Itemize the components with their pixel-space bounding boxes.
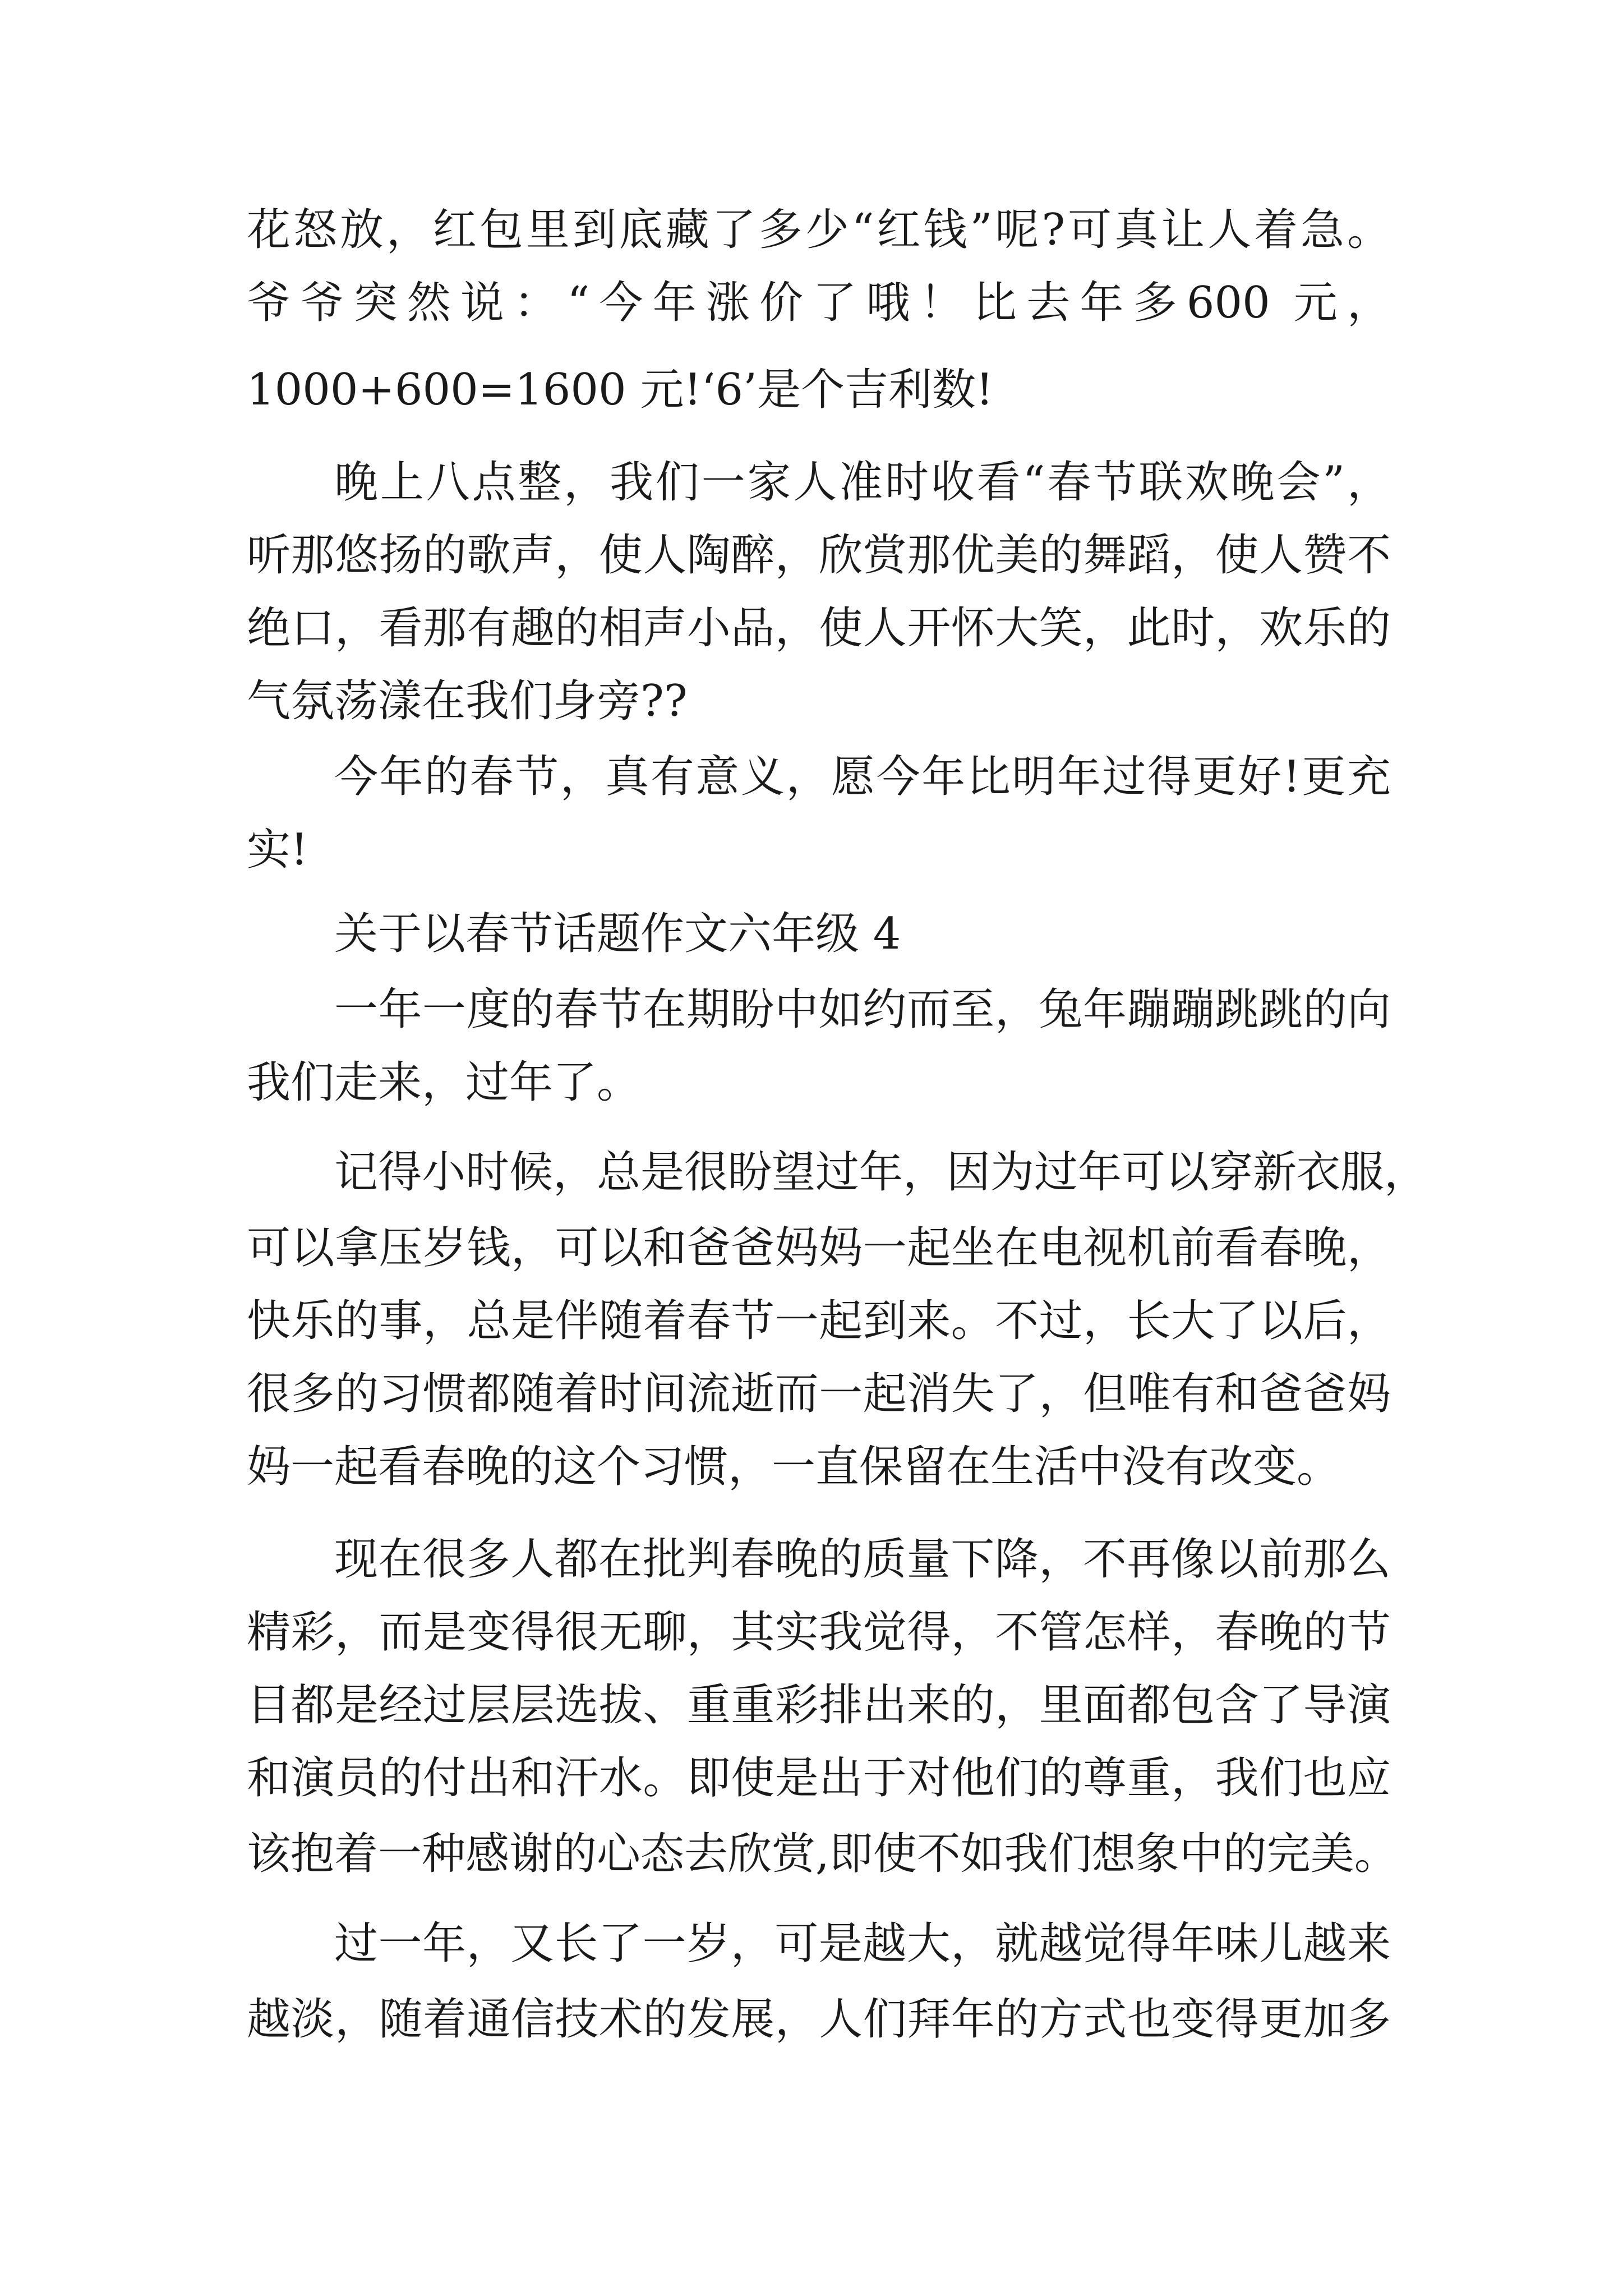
paragraph-start-line: 现在很多人都在批判春晚的质量下降，不再像以前那么 (334, 1534, 1391, 1585)
paragraph-start-line: 过一年，又长了一岁，可是越大，就越觉得年味儿越来 (334, 1918, 1391, 1969)
section-heading: 关于以春节话题作文六年级 4 (334, 909, 901, 959)
text-line-12: 我们走来，过年了。 (247, 1057, 641, 1108)
text-line-17: 妈一起看春晚的这个习惯，一直保留在生活中没有改变。 (247, 1442, 1341, 1492)
text-line-20: 目都是经过层层选拔、重重彩排出来的，里面都包含了导演 (247, 1680, 1391, 1731)
paragraph-start-line: 晚上八点整，我们一家人准时收看“春节联欢晚会”， (334, 457, 1391, 508)
text-line-22: 该抱着一种感谢的心态去欣赏,即使不如我们想象中的完美。 (247, 1829, 1398, 1879)
text-line-19: 精彩，而是变得很无聊，其实我觉得，不管怎样，春晚的节 (247, 1607, 1391, 1658)
text-line-7: 气氛荡漾在我们身旁?? (247, 676, 688, 726)
text-line-16: 很多的习惯都随着时间流逝而一起消失了，但唯有和爸爸妈 (247, 1369, 1391, 1419)
text-line-21: 和演员的付出和汗水。即使是出于对他们的尊重，我们也应 (247, 1753, 1391, 1803)
text-line-6: 绝口，看那有趣的相声小品，使人开怀大笑，此时，欢乐的 (247, 603, 1391, 654)
text-line-2: 爷爷突然说：“今年涨价了哦！比去年多600 元， (247, 278, 1391, 328)
text-line-9: 实! (247, 825, 308, 875)
paragraph-start-line: 一年一度的春节在期盼中如约而至，兔年蹦蹦跳跳的向 (334, 984, 1391, 1035)
paragraph-start-line: 今年的春节，真有意义，愿今年比明年过得更好!更充 (334, 752, 1391, 802)
text-line-24: 越淡，随着通信技术的发展，人们拜年的方式也变得更加多 (247, 1994, 1391, 2045)
text-line-1: 花怒放，红包里到底藏了多少“红钱”呢?可真让人着急。 (247, 205, 1391, 255)
text-line-5: 听那悠扬的歌声，使人陶醉，欣赏那优美的舞蹈，使人赞不 (247, 530, 1391, 581)
text-line-14: 可以拿压岁钱，可以和爸爸妈妈一起坐在电视机前看春晚， (247, 1223, 1391, 1273)
paragraph-start-line: 记得小时候，总是很盼望过年，因为过年可以穿新衣服， (334, 1147, 1428, 1198)
text-line-15: 快乐的事，总是伴随着春节一起到来。不过，长大了以后， (247, 1296, 1391, 1346)
text-line-3: 1000+600=1600 元!‘6’是个吉利数! (247, 365, 994, 415)
